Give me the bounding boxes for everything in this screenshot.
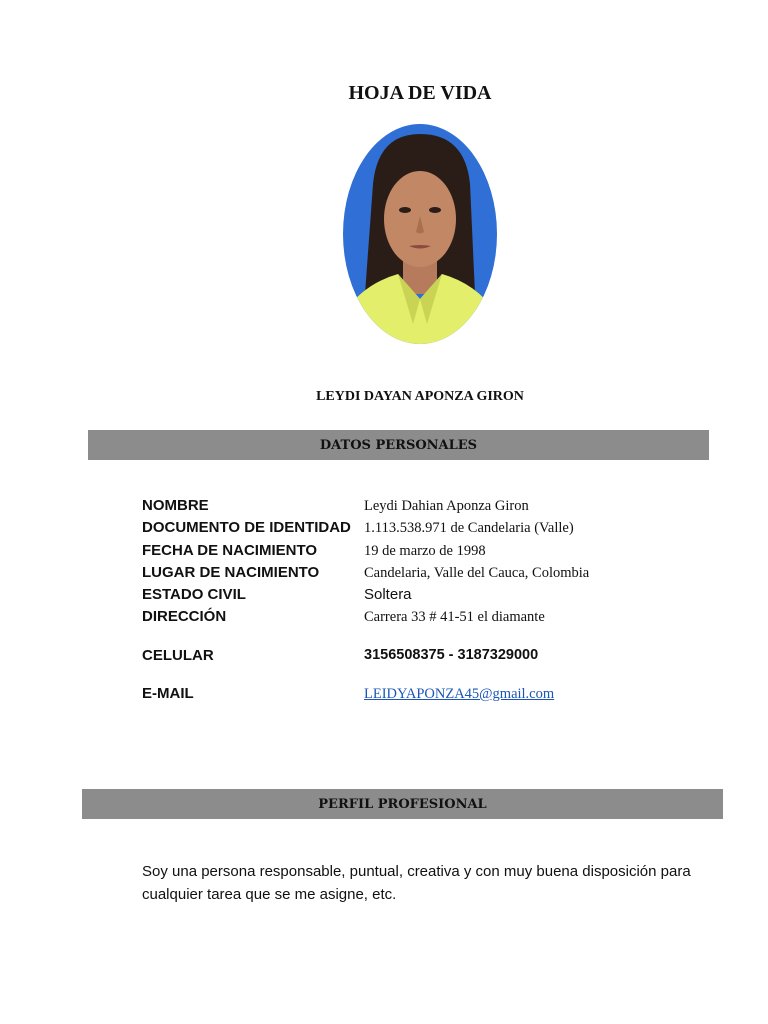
field-value: 1.113.538.971 de Candelaria (Valle) [364, 520, 574, 536]
field-row [142, 647, 742, 669]
field-row [142, 608, 742, 630]
field-row [142, 564, 742, 586]
section-header-personal: DATOS PERSONALES [88, 430, 709, 460]
field-value: Leydi Dahian Aponza Giron [364, 498, 529, 514]
page-title: HOJA DE VIDA [348, 82, 492, 104]
field-value: 19 de marzo de 1998 [364, 543, 486, 559]
email-link[interactable]: LEIDYAPONZA45@gmail.com [364, 686, 555, 702]
profile-text: Soy una persona responsable, puntual, creativa y con muy buena disposición para cualquier tarea que se me asigne, etc. [142, 863, 691, 903]
field-label: NOMBRE [142, 497, 209, 514]
candidate-name: LEYDI DAYAN APONZA GIRON [316, 389, 524, 404]
field-label: FECHA DE NACIMIENTO [142, 542, 318, 559]
field-label: E-MAIL [142, 685, 194, 702]
field-row [142, 497, 742, 519]
profile-photo [343, 124, 497, 344]
field-label: DOCUMENTO DE IDENTIDAD [142, 519, 351, 536]
field-label: ESTADO CIVIL [142, 586, 246, 603]
field-label: CELULAR [142, 647, 214, 664]
field-label: LUGAR DE NACIMIENTO [142, 564, 320, 581]
field-value: Carrera 33 # 41-51 el diamante [364, 609, 545, 625]
phone-value: 3156508375 - 3187329000 [364, 647, 539, 663]
field-value: Candelaria, Valle del Cauca, Colombia [364, 565, 590, 581]
field-row [142, 586, 742, 608]
field-value: Soltera [364, 586, 412, 603]
field-row [142, 519, 742, 541]
field-row [142, 542, 742, 564]
field-label: DIRECCIÓN [142, 608, 227, 625]
section-header-profile: PERFIL PROFESIONAL [82, 789, 723, 819]
field-row [142, 685, 742, 707]
